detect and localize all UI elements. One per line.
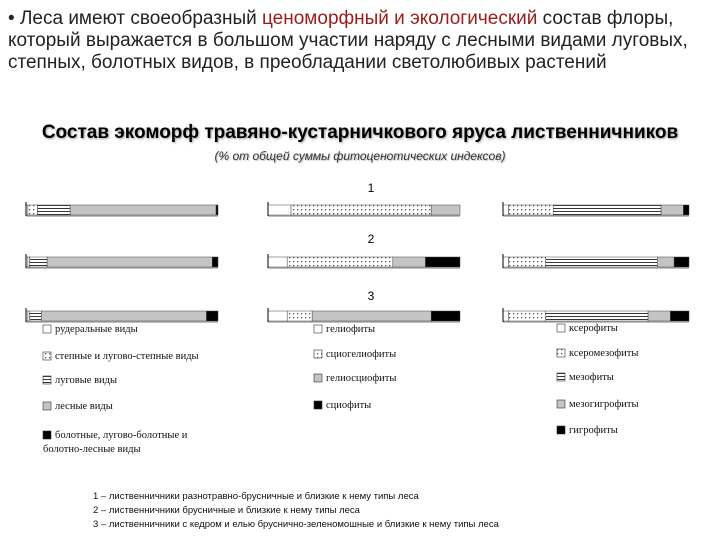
legend-label-p1-5: болотные, лугово-болотные и болотно-лесные виды [43, 430, 188, 455]
bar-segment-p1-r3-s3 [30, 311, 42, 321]
bar-segment-p3-r2-s1 [503, 257, 509, 267]
bar-segment-p1-r1-s5 [216, 205, 218, 215]
legend-swatch-p1-3 [43, 376, 51, 384]
row-label-3: 3 [367, 289, 375, 303]
bar-segment-p2-r3-s4 [431, 311, 460, 321]
bar-segment-p3-r1-s2 [509, 205, 554, 215]
chart-subtitle: (% от общей суммы фитоценотических индексов) [214, 149, 506, 163]
bar-segment-p2-r2-s1 [268, 257, 287, 267]
bar-segment-p1-r3-s4 [41, 311, 206, 321]
legend-label-p1-4: лесные виды [55, 401, 113, 412]
legend-label-p2-3: гелиосциофиты [326, 373, 397, 384]
legend-swatch-p2-1 [314, 325, 322, 333]
bar-segment-p2-r1-s1 [268, 205, 291, 215]
legend-label-p3-2: ксеромезофиты [569, 348, 639, 359]
intro-bullet: • [8, 8, 15, 29]
legend-label-p1-1: рудеральные виды [55, 324, 138, 335]
bar-segment-p3-r1-s5 [683, 205, 689, 215]
row-label-1: 1 [367, 181, 375, 195]
intro-accent-text: ценоморфный и экологический [262, 8, 538, 29]
bar-segment-p3-r3-s3 [546, 311, 648, 321]
bar-segment-p1-r1-s2 [28, 205, 38, 215]
legend-label-p3-5: гигрофиты [569, 425, 618, 436]
legend-swatch-p1-1 [43, 325, 51, 333]
notes [93, 490, 499, 532]
bar-segment-p3-r1-s3 [553, 205, 661, 215]
bar-segment-p3-r2-s3 [546, 257, 658, 267]
bar-segment-p2-r2-s2 [287, 257, 393, 267]
legend-swatch-p1-5 [43, 431, 51, 439]
bar-segment-p1-r1-s3 [38, 205, 71, 215]
bar-segment-p1-r2-s2 [28, 257, 30, 267]
legend-label-p1-3: луговые виды [55, 375, 118, 386]
bar-segment-p1-r2-s4 [47, 257, 212, 267]
bar-segment-p3-r3-s2 [509, 311, 546, 321]
bar-segment-p1-r1-s4 [70, 205, 216, 215]
bar-segment-p2-r2-s3 [393, 257, 426, 267]
intro-text-2: состав флоры, который выражается в большом участии наряду с лесными видами луговых, степных, болотных видов, в преобладании светолюбивых растений [8, 8, 688, 73]
bar-segment-p3-r2-s4 [657, 257, 674, 267]
bar-segment-p2-r1-s2 [291, 205, 431, 215]
legend-label-p2-1: гелиофиты [326, 324, 376, 335]
chart-title: Состав экоморф травяно-кустарничкового яруса лиственничников [41, 122, 679, 143]
note-1: 1 – лиственничники разнотравно-брусничные и близкие к нему типы леса [93, 491, 419, 502]
bar-segment-p1-r3-s5 [206, 311, 218, 321]
legend-label-p1-2: степные и лугово-степные виды [55, 351, 199, 362]
bar-segment-p3-r2-s2 [509, 257, 546, 267]
intro-text-1: Леса имеют своеобразный [19, 8, 263, 29]
row-label-2: 2 [367, 232, 375, 246]
bar-segment-p2-r1-s3 [431, 205, 460, 215]
note-3: 3 – лиственничники с кедром и елью бруснично-зеленомошные и близкие к нему типы леса [93, 519, 499, 530]
legend-swatch-p3-3 [557, 373, 565, 381]
bar-segment-p2-r3-s3 [312, 311, 431, 321]
bar-segment-p1-r2-s3 [30, 257, 47, 267]
bar-segment-p1-r3-s2 [28, 311, 30, 321]
bar-segment-p3-r3-s5 [670, 311, 689, 321]
bar-segment-p2-r2-s4 [425, 257, 460, 267]
legend-swatch-p2-2 [314, 350, 322, 358]
note-2: 2 – лиственничники брусничные и близкие к нему типы леса [93, 505, 360, 516]
bar-segment-p3-r3-s1 [503, 311, 509, 321]
legend-label-p3-4: мезогигрофиты [569, 399, 639, 410]
bar-segment-p2-r3-s2 [287, 311, 312, 321]
legend-swatch-p3-4 [557, 400, 565, 408]
bar-segment-p2-r3-s1 [268, 311, 287, 321]
bar-segment-p3-r1-s4 [661, 205, 683, 215]
legend-swatch-p1-2 [43, 352, 51, 360]
bar-segment-p3-r2-s5 [674, 257, 689, 267]
bar-segment-p3-r3-s4 [648, 311, 670, 321]
legend-swatch-p3-5 [557, 426, 565, 434]
bar-segment-p3-r1-s1 [503, 205, 509, 215]
legend-label-p2-2: сциогелиофиты [326, 349, 397, 360]
legend-swatch-p3-1 [557, 324, 565, 332]
bar-segment-p1-r2-s5 [212, 257, 218, 267]
legend-swatch-p1-4 [43, 402, 51, 410]
legend-swatch-p2-4 [314, 401, 322, 409]
legend-label-p2-4: сциофиты [326, 400, 372, 411]
legend-label-p3-1: ксерофиты [569, 323, 618, 334]
legend-label-p3-3: мезофиты [569, 372, 614, 383]
legend-swatch-p2-3 [314, 374, 322, 382]
legend-swatch-p3-2 [557, 349, 565, 357]
